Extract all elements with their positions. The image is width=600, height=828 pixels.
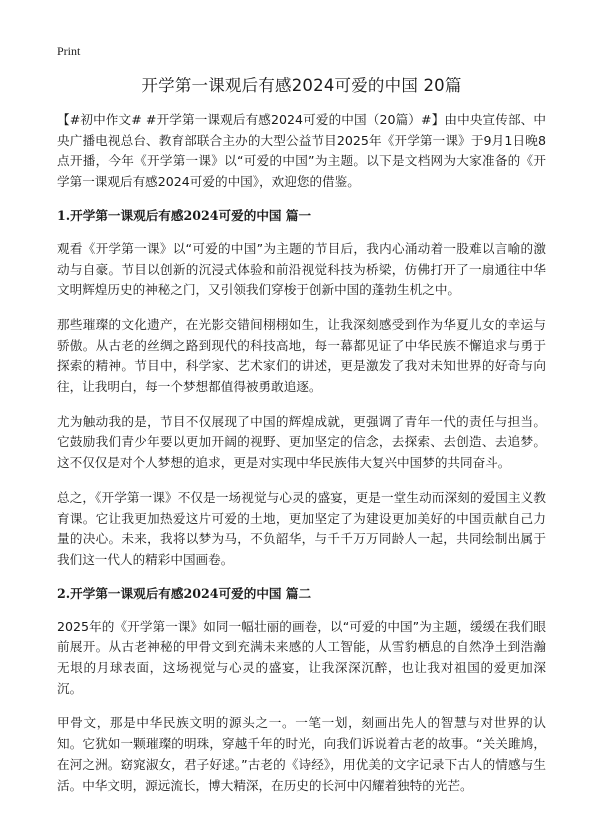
paragraph: 尤为触动我的是，节目不仅展现了中国的辉煌成就，更强调了青年一代的责任与担当。它鼓励我们青少年要以更加开阔的视野、更加坚定的信念，去探索、去创造、去追梦。这不仅仅是对个人梦想的追求，更是对实现中华民族伟大复兴中国梦的共同奋斗。 xyxy=(57,413,546,471)
article-section-2 xyxy=(57,585,546,797)
section-heading: 2.开学第一课观后有感2024可爱的中国 篇二 xyxy=(57,585,312,601)
paragraph: 2025年的《开学第一课》如同一幅壮丽的画卷，以“可爱的中国”为主题，缓缓在我们眼前展开。从古老神秘的甲骨文到充满未来感的人工智能，从雪豹栖息的自然净土到浩瀚无垠的月球表面，这场视觉与心灵的盛宴，让我深深沉醉，也让我对祖国的爱更加深沉。 xyxy=(57,618,546,696)
paragraph: 观看《开学第一课》以“可爱的中国”为主题的节目后，我内心涌动着一股难以言喻的激动与自豪。节目以创新的沉浸式体验和前沿视觉科技为桥梁，仿佛打开了一扇通往中华文明辉煌历史的神秘之门，又引领我们穿梭于创新中国的蓬勃生机之中。 xyxy=(57,240,546,298)
print-link[interactable]: Print xyxy=(57,44,81,58)
article-section-1 xyxy=(57,207,546,571)
paragraph: 甲骨文，那是中华民族文明的源头之一。一笔一划，刻画出先人的智慧与对世界的认知。它犹如一颗璀璨的明珠，穿越千年的时光，向我们诉说着古老的故事。“关关雎鸠，在河之洲。窈窕淑女，君子好逑。”古老的《诗经》，用优美的文字记录下古人的情感与生活。中华文明，源远流长，博大精深，在历史的长河中闪耀着独特的光芒。 xyxy=(57,715,546,793)
intro-paragraph: 【#初中作文# #开学第一课观后有感2024可爱的中国（20篇）#】由中央宣传部、中央广播电视总台、教育部联合主办的大型公益节目2025年《开学第一课》于9月1日晚8点开播，今年《开学第一课》以“可爱的中国”为主题。以下是文档网为大家准备的《开学第一课观后有感2024可爱的中国》，欢迎您的借鉴。 xyxy=(57,112,546,190)
paragraph: 那些璀璨的文化遗产，在光影交错间栩栩如生，让我深刻感受到作为华夏儿女的幸运与骄傲。从古老的丝绸之路到现代的科技高地，每一幕都见证了中华民族不懈追求与勇于探索的精神。节目中，科学家、艺术家们的讲述，更是激发了我对未知世界的好奇与向往，让我明白，每一个梦想都值得被勇敢追逐。 xyxy=(57,316,546,395)
section-heading: 1.开学第一课观后有感2024可爱的中国 篇一 xyxy=(57,207,312,223)
document-title: 开学第一课观后有感2024可爱的中国 20篇 xyxy=(141,76,462,95)
paragraph: 总之，《开学第一课》不仅是一场视觉与心灵的盛宴，更是一堂生动而深刻的爱国主义教育课。它让我更加热爱这片可爱的土地，更加坚定了为建设更加美好的中国贡献自己力量的决心。未来，我将以梦为马，不负韶华，与千千万万同龄人一起，共同绘制出属于我们这一代人的精彩中国画卷。 xyxy=(57,489,546,567)
